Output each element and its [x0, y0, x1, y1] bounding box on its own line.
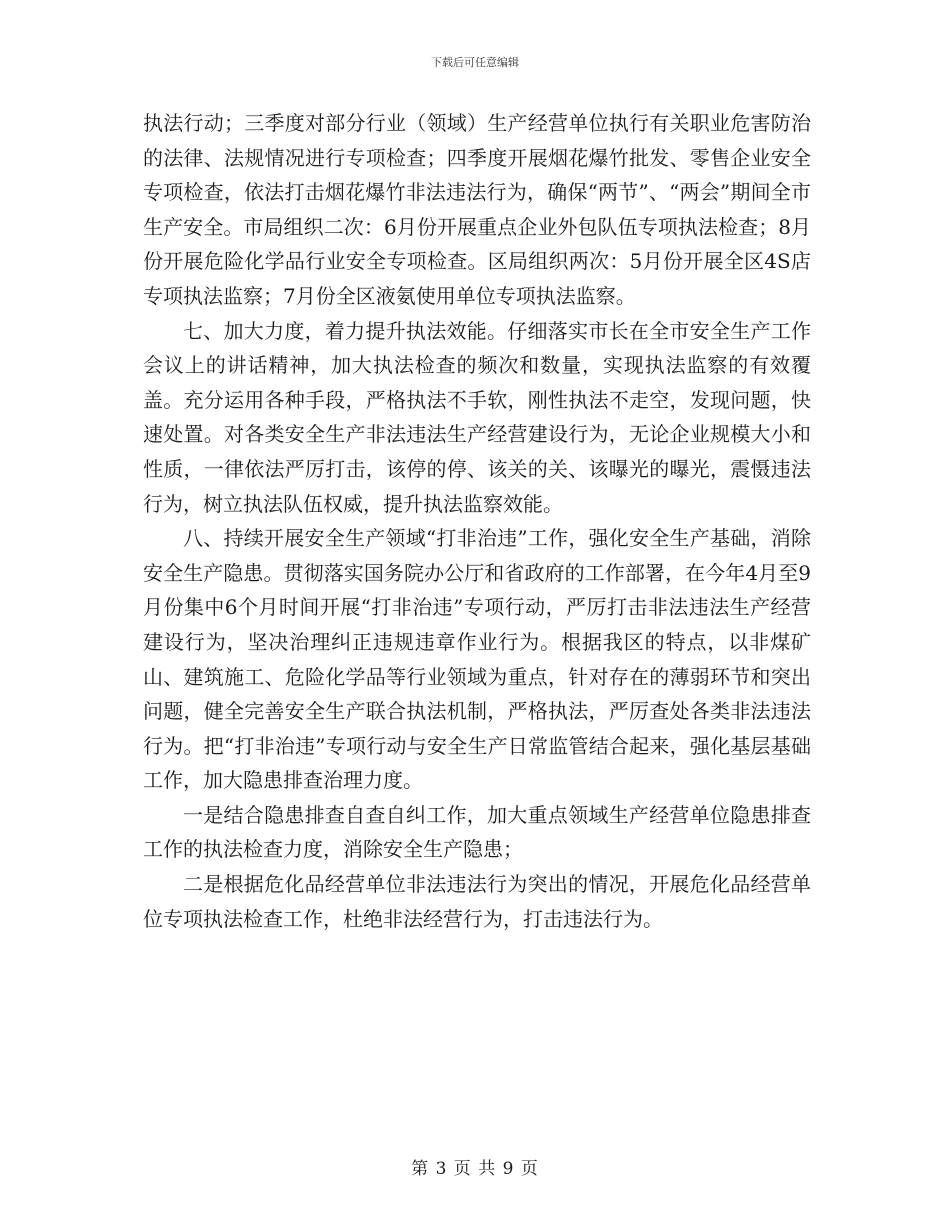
paragraph-item-2: 二是根据危化品经营单位非法违法行为突出的情况，开展危化品经营单位专项执法检查工作，杜绝非法经营行为，打击违法行为。: [143, 872, 811, 931]
paragraph-item-1: 一是结合隐患排查自查自纠工作，加大重点领域生产经营单位隐患排查工作的执法检查力度，消除安全生产隐患；: [143, 802, 811, 862]
paragraph-section-8: 八、持续开展安全生产领域“打非治违”工作，强化安全生产基础，消除安全生产隐患。贯彻落实国务院办公厅和省政府的工作部署，在今年4月至9月份集中6个月时间开展“打非治违”专项行动，严厉打击非法违法生产经营建设行为，坚决治理纠正违规违章作业行为。根据我区的特点，以非煤矿山、建筑施工、危险化学品等行业领域为重点，针对存在的薄弱环节和突出问题，健全完善安全生产联合执法机制，严格执法，严厉查处各类非法违法行为。把“打非治违”专项行动与安全生产日常监管结合起来，强化基层基础工作，加大隐患排查治理力度。: [143, 526, 811, 793]
paragraph-section-7: 七、加大力度，着力提升执法效能。仔细落实市长在全市安全生产工作会议上的讲话精神，加大执法检查的频次和数量，实现执法监察的有效覆盖。充分运用各种手段，严格执法不手软，刚性执法不走空，发现问题，快速处置。对各类安全生产非法违法生产经营建设行为，无论企业规模大小和性质，一律依法严厉打击，该停的停、该关的关、该曝光的曝光，震慑违法行为，树立执法队伍权威，提升执法监察效能。: [143, 318, 811, 516]
document-body: [143, 106, 811, 936]
paragraph-continuation: 执法行动；三季度对部分行业（领域）生产经营单位执行有关职业危害防治的法律、法规情况进行专项检查；四季度开展烟花爆竹批发、零售企业安全专项检查，依法打击烟花爆竹非法违法行为，确保“两节”、“两会”期间全市生产安全。市局组织二次：6月份开展重点企业外包队伍专项执法检查；8月份开展危险化学品行业安全专项检查。区局组织两次：5月份开展全区4S店专项执法监察；7月份全区液氨使用单位专项执法监察。: [143, 111, 811, 308]
page-number-footer: 第 3 页 共 9 页: [411, 1159, 539, 1179]
page-header: 下载后可任意编辑: [431, 56, 519, 69]
